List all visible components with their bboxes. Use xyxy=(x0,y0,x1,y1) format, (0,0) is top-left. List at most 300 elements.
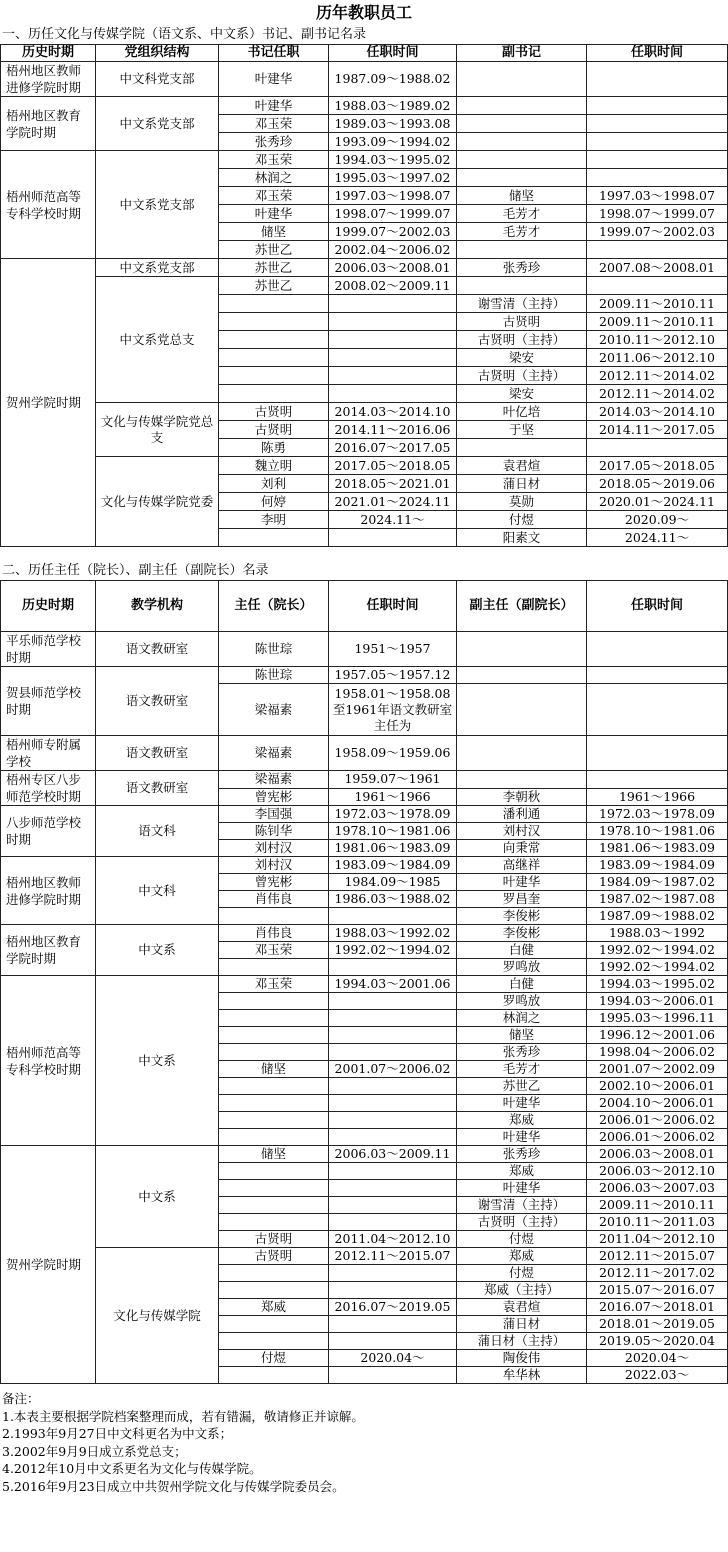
deputy-term: 1999.07～2002.03 xyxy=(587,223,728,241)
table-row xyxy=(1,97,728,115)
deputy-term: 2012.11～2014.02 xyxy=(587,367,728,385)
head-term: 2024.11～ xyxy=(329,511,457,529)
period-cell: 梧州地区教育学院时期 xyxy=(1,97,96,151)
header-head-term: 任职时间 xyxy=(329,45,457,62)
head-name: 叶建华 xyxy=(219,62,329,97)
head-name: 古贤明 xyxy=(219,1231,329,1248)
head-term xyxy=(329,295,457,313)
head-name: 陈钊华 xyxy=(219,823,329,840)
deputy-name xyxy=(457,241,587,259)
deputy-name: 毛芳才 xyxy=(457,205,587,223)
note-item: 2.1993年9月27日中文科更名为中文系； xyxy=(2,1426,233,1441)
org-cell: 语文教研室 xyxy=(96,736,219,771)
org-cell: 中文系党支部 xyxy=(96,97,219,151)
head-name: 邓玉荣 xyxy=(219,115,329,133)
head-term: 2006.03～2009.11 xyxy=(329,1146,457,1163)
head-name: 陈勇 xyxy=(219,439,329,457)
head-term: 1988.03～1989.02 xyxy=(329,97,457,115)
org-cell: 文化与传媒学院党总支 xyxy=(96,403,219,457)
section2-heading: 二、历任主任（院长）、副主任（副院长）名录 xyxy=(2,563,269,578)
deputy-name xyxy=(457,133,587,151)
deputy-term: 1997.03～1998.07 xyxy=(587,187,728,205)
deputy-term: 2012.11～2014.02 xyxy=(587,385,728,403)
deputy-name: 陶俊伟 xyxy=(457,1350,587,1367)
head-name xyxy=(219,331,329,349)
deputy-term: 2002.10～2006.01 xyxy=(587,1078,728,1095)
head-term: 2016.07～2019.05 xyxy=(329,1299,457,1316)
deputy-name: 毛芳才 xyxy=(457,223,587,241)
deputy-term: 2006.01～2006.02 xyxy=(587,1112,728,1129)
deputy-term xyxy=(587,277,728,295)
period-cell: 梧州师范高等专科学校时期 xyxy=(1,976,96,1146)
head-name: 邓玉荣 xyxy=(219,976,329,993)
deputy-term: 2006.01～2006.02 xyxy=(587,1129,728,1146)
head-name: 陈世琮 xyxy=(219,632,329,667)
head-term xyxy=(329,993,457,1010)
deputy-name: 罗鸣放 xyxy=(457,959,587,976)
deputy-term: 1981.06～1983.09 xyxy=(587,840,728,857)
period-cell: 梧州地区教师进修学院时期 xyxy=(1,62,96,97)
head-name xyxy=(219,385,329,403)
deputy-name xyxy=(457,439,587,457)
table-row xyxy=(1,1248,728,1265)
period-cell: 梧州地区教育学院时期 xyxy=(1,925,96,976)
head-term xyxy=(329,1112,457,1129)
deputy-name: 潘利通 xyxy=(457,806,587,823)
head-term xyxy=(329,1282,457,1299)
deputy-name: 梁安 xyxy=(457,385,587,403)
head-term: 1997.03～1998.07 xyxy=(329,187,457,205)
note-item: 3.2002年9月9日成立系党总支； xyxy=(2,1443,187,1459)
head-name: 古贤明 xyxy=(219,1248,329,1265)
deputy-name: 叶亿培 xyxy=(457,403,587,421)
deputy-term xyxy=(587,439,728,457)
deputy-name: 罗昌奎 xyxy=(457,891,587,908)
deputy-name: 叶建华 xyxy=(457,1129,587,1146)
head-name xyxy=(219,1265,329,1282)
deputy-name: 古贤明（主持） xyxy=(457,367,587,385)
head-name xyxy=(219,349,329,367)
deputy-term: 2022.03～ xyxy=(587,1367,728,1384)
deputy-name: 白健 xyxy=(457,976,587,993)
head-term xyxy=(329,908,457,925)
org-cell: 语文科 xyxy=(96,806,219,857)
head-term: 1981.06～1983.09 xyxy=(329,840,457,857)
head-name xyxy=(219,959,329,976)
deputy-name: 罗鸣放 xyxy=(457,993,587,1010)
head-term: 2011.04～2012.10 xyxy=(329,1231,457,1248)
head-term xyxy=(329,1163,457,1180)
head-name: 张秀珍 xyxy=(219,133,329,151)
deputy-term: 2019.05～2020.04 xyxy=(587,1333,728,1350)
head-term: 1994.03～2001.06 xyxy=(329,976,457,993)
table-row xyxy=(1,62,728,97)
header-org: 党组织结构 xyxy=(96,45,219,62)
deputy-name: 于坚 xyxy=(457,421,587,439)
head-name: 李明 xyxy=(219,511,329,529)
deputy-term: 2016.07～2018.01 xyxy=(587,1299,728,1316)
head-term: 2014.11～2016.06 xyxy=(329,421,457,439)
deputy-name: 郑威 xyxy=(457,1248,587,1265)
head-name xyxy=(219,1044,329,1061)
org-cell: 语文教研室 xyxy=(96,632,219,667)
head-term: 1959.07～1961 xyxy=(329,771,457,789)
header-head-term: 任职时间 xyxy=(329,581,457,632)
deputy-term: 2006.03～2008.01 xyxy=(587,1146,728,1163)
deputy-term xyxy=(587,151,728,169)
table-row xyxy=(1,736,728,771)
deputy-term: 1994.03～1995.02 xyxy=(587,976,728,993)
head-name xyxy=(219,908,329,925)
deputy-term: 1994.03～2006.01 xyxy=(587,993,728,1010)
deputy-name: 蒲日材（主持） xyxy=(457,1333,587,1350)
deputy-term xyxy=(587,241,728,259)
org-cell: 中文系 xyxy=(96,976,219,1146)
head-name: 邓玉荣 xyxy=(219,151,329,169)
head-name: 储坚 xyxy=(219,1061,329,1078)
head-name xyxy=(219,1180,329,1197)
period-cell: 梧州师范高等专科学校时期 xyxy=(1,151,96,259)
head-term: 1961～1966 xyxy=(329,788,457,806)
head-term xyxy=(329,1265,457,1282)
table-row xyxy=(1,277,728,295)
head-name xyxy=(219,367,329,385)
head-term xyxy=(329,1197,457,1214)
head-term xyxy=(329,1095,457,1112)
head-term: 2021.01～2024.11 xyxy=(329,493,457,511)
deputy-term xyxy=(587,97,728,115)
deputy-name: 苏世乙 xyxy=(457,1078,587,1095)
head-name: 林润之 xyxy=(219,169,329,187)
head-term xyxy=(329,1078,457,1095)
deputy-name: 高继祥 xyxy=(457,857,587,874)
head-name: 曾宪彬 xyxy=(219,788,329,806)
head-term xyxy=(329,1027,457,1044)
table-row xyxy=(1,771,728,789)
deputy-term: 2009.11～2010.11 xyxy=(587,1197,728,1214)
head-name: 叶建华 xyxy=(219,205,329,223)
org-cell: 中文科 xyxy=(96,857,219,925)
head-term: 1988.03～1992.02 xyxy=(329,925,457,942)
deputy-name xyxy=(457,97,587,115)
deputy-term: 1978.10～1981.06 xyxy=(587,823,728,840)
header-org: 教学机构 xyxy=(96,581,219,632)
party-secretary-table xyxy=(0,44,728,547)
deputy-term: 1995.03～1996.11 xyxy=(587,1010,728,1027)
deputy-term: 1992.02～1994.02 xyxy=(587,942,728,959)
deputy-name: 付煜 xyxy=(457,511,587,529)
head-name: 刘村汉 xyxy=(219,840,329,857)
table-row xyxy=(1,806,728,823)
head-name xyxy=(219,993,329,1010)
deputy-name: 向秉常 xyxy=(457,840,587,857)
director-table xyxy=(0,580,728,1384)
deputy-name: 谢雪清（主持） xyxy=(457,1197,587,1214)
deputy-term xyxy=(587,771,728,789)
head-term: 2008.02～2009.11 xyxy=(329,277,457,295)
head-name xyxy=(219,313,329,331)
deputy-term: 2018.05～2019.06 xyxy=(587,475,728,493)
deputy-name xyxy=(457,632,587,667)
table-row xyxy=(1,925,728,942)
head-name xyxy=(219,1129,329,1146)
head-term: 2014.03～2014.10 xyxy=(329,403,457,421)
head-term: 1995.03～1997.02 xyxy=(329,169,457,187)
org-cell: 文化与传媒学院党委 xyxy=(96,457,219,547)
org-cell: 中文系 xyxy=(96,1146,219,1248)
head-name: 古贤明 xyxy=(219,403,329,421)
header-deputy: 副书记 xyxy=(457,45,587,62)
deputy-name: 蒲日材 xyxy=(457,1316,587,1333)
head-term: 2002.04～2006.02 xyxy=(329,241,457,259)
head-term xyxy=(329,1214,457,1231)
head-name: 刘村汉 xyxy=(219,857,329,874)
deputy-term xyxy=(587,62,728,97)
deputy-term: 2014.03～2014.10 xyxy=(587,403,728,421)
head-name: 曾宪彬 xyxy=(219,874,329,891)
header-deputy-term: 任职时间 xyxy=(587,45,728,62)
head-name: 付煜 xyxy=(219,1350,329,1367)
deputy-term: 2020.01～2024.11 xyxy=(587,493,728,511)
deputy-term: 2009.11～2010.11 xyxy=(587,295,728,313)
head-term xyxy=(329,529,457,547)
deputy-name: 蒲日材 xyxy=(457,475,587,493)
head-name: 肖伟良 xyxy=(219,891,329,908)
head-name: 陈世琮 xyxy=(219,667,329,684)
deputy-name: 叶建华 xyxy=(457,1180,587,1197)
deputy-name xyxy=(457,736,587,771)
period-cell: 贺县师范学校时期 xyxy=(1,667,96,736)
org-cell: 语文教研室 xyxy=(96,771,219,806)
deputy-name: 张秀珍 xyxy=(457,1044,587,1061)
head-name xyxy=(219,1333,329,1350)
head-name xyxy=(219,1095,329,1112)
deputy-name xyxy=(457,667,587,684)
deputy-name: 付煜 xyxy=(457,1265,587,1282)
head-term: 2017.05～2018.05 xyxy=(329,457,457,475)
head-name xyxy=(219,1214,329,1231)
deputy-name: 莫勋 xyxy=(457,493,587,511)
head-term xyxy=(329,367,457,385)
head-term xyxy=(329,349,457,367)
deputy-term: 1972.03～1978.09 xyxy=(587,806,728,823)
head-name: 古贤明 xyxy=(219,421,329,439)
head-term xyxy=(329,959,457,976)
deputy-name: 储坚 xyxy=(457,1027,587,1044)
deputy-term xyxy=(587,133,728,151)
header-period: 历史时期 xyxy=(1,581,96,632)
deputy-name: 古贤明（主持） xyxy=(457,331,587,349)
deputy-term: 2010.11～2012.10 xyxy=(587,331,728,349)
head-term: 1984.09～1985 xyxy=(329,874,457,891)
table-row xyxy=(1,457,728,475)
head-term xyxy=(329,1316,457,1333)
deputy-name xyxy=(457,115,587,133)
head-term: 1987.09～1988.02 xyxy=(329,62,457,97)
deputy-name: 阳素文 xyxy=(457,529,587,547)
table-row xyxy=(1,857,728,874)
table-row xyxy=(1,403,728,421)
deputy-term: 2020.09～ xyxy=(587,511,728,529)
notes xyxy=(0,1390,728,1495)
note-item: 4.2012年10月中文系更名为文化与传媒学院。 xyxy=(2,1461,262,1476)
head-name: 邓玉荣 xyxy=(219,187,329,205)
header-head: 主任（院长） xyxy=(219,581,329,632)
deputy-term xyxy=(587,684,728,736)
table-row xyxy=(1,1146,728,1163)
table-row xyxy=(1,632,728,667)
deputy-name: 梁安 xyxy=(457,349,587,367)
deputy-name: 古贤明 xyxy=(457,313,587,331)
head-name: 梁福素 xyxy=(219,771,329,789)
period-cell: 平乐师范学校时期 xyxy=(1,632,96,667)
period-cell: 梧州师专附属学校 xyxy=(1,736,96,771)
head-name: 梁福素 xyxy=(219,684,329,736)
head-term: 1986.03～1988.02 xyxy=(329,891,457,908)
deputy-name: 叶建华 xyxy=(457,1095,587,1112)
table-row xyxy=(1,667,728,684)
head-term: 1994.03～1995.02 xyxy=(329,151,457,169)
deputy-term: 2011.04～2012.10 xyxy=(587,1231,728,1248)
head-name: 肖伟良 xyxy=(219,925,329,942)
deputy-term: 2020.04～ xyxy=(587,1350,728,1367)
org-cell: 中文科党支部 xyxy=(96,62,219,97)
head-name xyxy=(219,529,329,547)
head-term xyxy=(329,1010,457,1027)
head-name xyxy=(219,1282,329,1299)
org-cell: 中文系党支部 xyxy=(96,259,219,277)
period-cell: 贺州学院时期 xyxy=(1,259,96,547)
deputy-name xyxy=(457,684,587,736)
deputy-term: 1996.12～2001.06 xyxy=(587,1027,728,1044)
head-term xyxy=(329,1129,457,1146)
deputy-name: 刘村汉 xyxy=(457,823,587,840)
period-cell: 贺州学院时期 xyxy=(1,1146,96,1384)
head-term: 2012.11～2015.07 xyxy=(329,1248,457,1265)
deputy-term: 1983.09～1984.09 xyxy=(587,857,728,874)
head-term: 1993.09～1994.02 xyxy=(329,133,457,151)
deputy-name: 袁君煊 xyxy=(457,457,587,475)
period-cell: 梧州地区教师进修学院时期 xyxy=(1,857,96,925)
head-name xyxy=(219,295,329,313)
page-title: 历年教职员工 xyxy=(315,3,412,22)
deputy-name: 郑威（主持） xyxy=(457,1282,587,1299)
deputy-term xyxy=(587,667,728,684)
deputy-term: 1992.02～1994.02 xyxy=(587,959,728,976)
head-name: 苏世乙 xyxy=(219,277,329,295)
head-name xyxy=(219,1163,329,1180)
deputy-name: 牟华林 xyxy=(457,1367,587,1384)
table-row xyxy=(1,976,728,993)
header-deputy: 副主任（副院长） xyxy=(457,581,587,632)
deputy-name xyxy=(457,169,587,187)
deputy-name: 白健 xyxy=(457,942,587,959)
table-row xyxy=(1,259,728,277)
head-name: 苏世乙 xyxy=(219,259,329,277)
deputy-name xyxy=(457,62,587,97)
deputy-term: 2011.06～2012.10 xyxy=(587,349,728,367)
header-period: 历史时期 xyxy=(1,45,96,62)
head-term xyxy=(329,1044,457,1061)
deputy-term xyxy=(587,115,728,133)
org-cell: 中文系党总支 xyxy=(96,277,219,403)
deputy-term: 2006.03～2007.03 xyxy=(587,1180,728,1197)
deputy-term xyxy=(587,736,728,771)
head-term xyxy=(329,1367,457,1384)
period-cell: 八步师范学校时期 xyxy=(1,806,96,857)
deputy-term: 1984.09～1987.02 xyxy=(587,874,728,891)
head-term: 1978.10～1981.06 xyxy=(329,823,457,840)
deputy-term xyxy=(587,632,728,667)
head-name xyxy=(219,1027,329,1044)
head-term: 1998.07～1999.07 xyxy=(329,205,457,223)
period-cell: 梧州专区八步师范学校时期 xyxy=(1,771,96,806)
head-term xyxy=(329,385,457,403)
head-term: 1992.02～1994.02 xyxy=(329,942,457,959)
head-name xyxy=(219,1367,329,1384)
head-name xyxy=(219,1197,329,1214)
deputy-term: 1988.03～1992 xyxy=(587,925,728,942)
org-cell: 语文教研室 xyxy=(96,667,219,736)
head-term: 2006.03～2008.01 xyxy=(329,259,457,277)
table-row xyxy=(1,151,728,169)
org-cell: 中文系 xyxy=(96,925,219,976)
head-term: 2016.07～2017.05 xyxy=(329,439,457,457)
head-name: 储坚 xyxy=(219,223,329,241)
header-head: 书记任职 xyxy=(219,45,329,62)
deputy-term: 1998.04～2006.02 xyxy=(587,1044,728,1061)
deputy-term xyxy=(587,169,728,187)
head-name: 苏世乙 xyxy=(219,241,329,259)
deputy-name: 袁君煊 xyxy=(457,1299,587,1316)
deputy-term: 1961～1966 xyxy=(587,788,728,806)
deputy-term: 2017.05～2018.05 xyxy=(587,457,728,475)
deputy-name xyxy=(457,151,587,169)
deputy-term: 2012.11～2017.02 xyxy=(587,1265,728,1282)
head-term: 1958.01～1958.08至1961年语文教研室主任为 xyxy=(329,684,457,736)
deputy-name: 李俊彬 xyxy=(457,908,587,925)
deputy-name: 叶建华 xyxy=(457,874,587,891)
head-name: 刘利 xyxy=(219,475,329,493)
deputy-name: 郑威 xyxy=(457,1112,587,1129)
head-name xyxy=(219,1010,329,1027)
deputy-term: 2014.11～2017.05 xyxy=(587,421,728,439)
head-term: 1983.09～1984.09 xyxy=(329,857,457,874)
deputy-term: 2010.11～2011.03 xyxy=(587,1214,728,1231)
deputy-name: 古贤明（主持） xyxy=(457,1214,587,1231)
deputy-name: 付煜 xyxy=(457,1231,587,1248)
deputy-term: 2006.03～2012.10 xyxy=(587,1163,728,1180)
deputy-name: 谢雪清（主持） xyxy=(457,295,587,313)
head-name xyxy=(219,1078,329,1095)
head-term xyxy=(329,1333,457,1350)
head-term: 2018.05～2021.01 xyxy=(329,475,457,493)
deputy-term: 1987.09～1988.02 xyxy=(587,908,728,925)
head-name: 梁福素 xyxy=(219,736,329,771)
deputy-name: 张秀珍 xyxy=(457,259,587,277)
org-cell: 文化与传媒学院 xyxy=(96,1248,219,1384)
head-term xyxy=(329,313,457,331)
head-name: 何婷 xyxy=(219,493,329,511)
deputy-term: 2007.08～2008.01 xyxy=(587,259,728,277)
head-name: 储坚 xyxy=(219,1146,329,1163)
head-term: 1972.03～1978.09 xyxy=(329,806,457,823)
head-term: 2020.04～ xyxy=(329,1350,457,1367)
deputy-name: 李俊彬 xyxy=(457,925,587,942)
deputy-name xyxy=(457,277,587,295)
deputy-name: 郑威 xyxy=(457,1163,587,1180)
head-term: 1958.09～1959.06 xyxy=(329,736,457,771)
